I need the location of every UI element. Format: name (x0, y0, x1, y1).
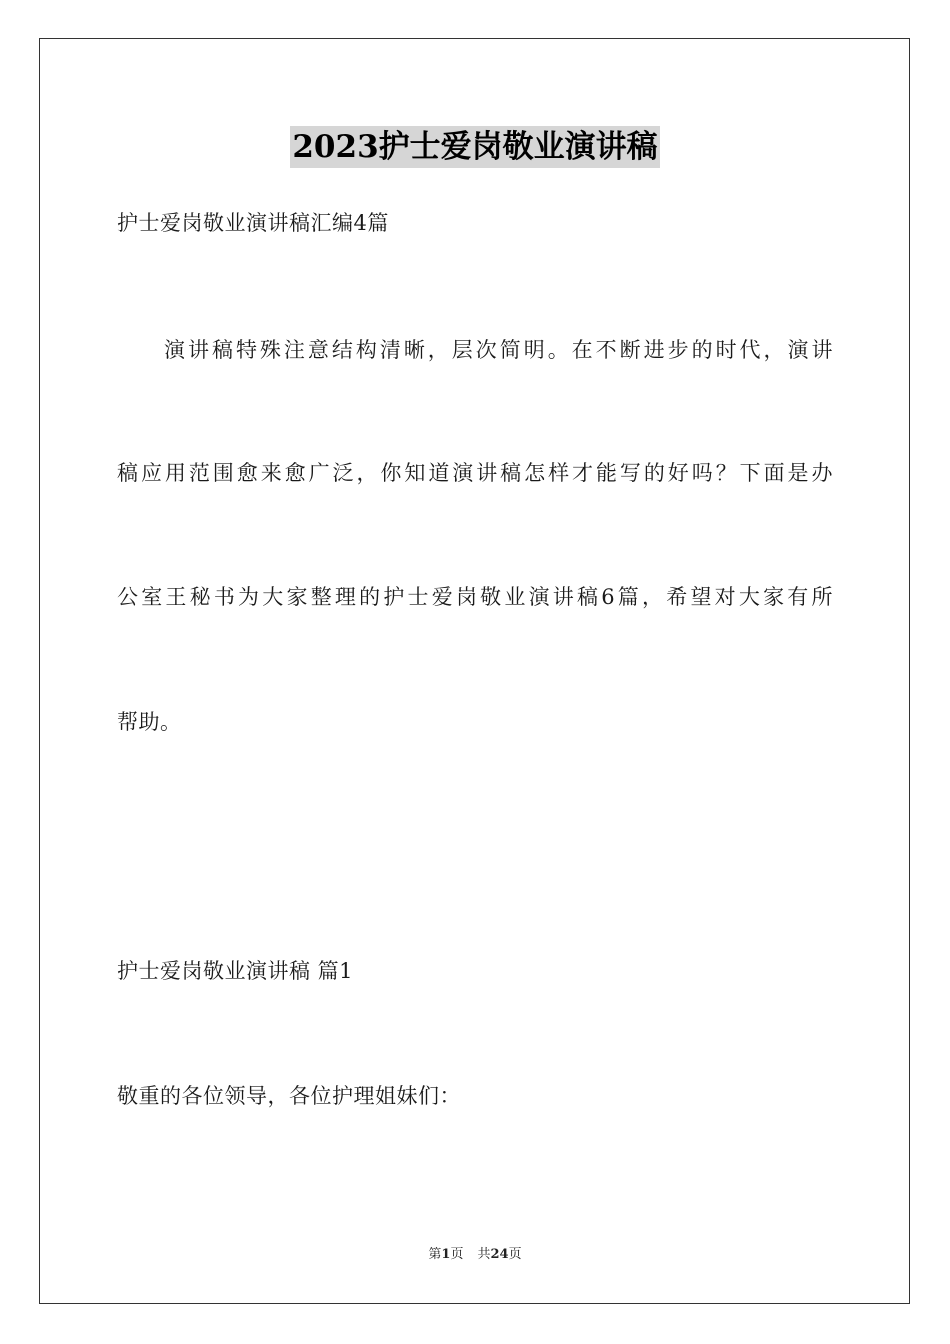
intro-line-3: 公室王秘书为大家整理的护士爱岗敬业演讲稿6篇，希望对大家有所 (117, 585, 833, 609)
footer-page-prefix: 第 (428, 1247, 442, 1262)
footer-page-number: 1 (441, 1247, 451, 1262)
intro-line-4: 帮助。 (117, 710, 182, 734)
footer-total-prefix: 共 (477, 1247, 491, 1262)
page-footer (0, 1246, 950, 1264)
footer-total-suffix: 页 (508, 1247, 522, 1262)
title-container (0, 126, 950, 168)
intro-line-2: 稿应用范围愈来愈广泛，你知道演讲稿怎样才能写的好吗？下面是办 (117, 461, 833, 485)
document-subtitle: 护士爱岗敬业演讲稿汇编4篇 (117, 211, 389, 235)
footer-total-pages: 24 (490, 1247, 509, 1262)
section-heading: 护士爱岗敬业演讲稿 篇1 (117, 959, 354, 983)
document-title: 2023护士爱岗敬业演讲稿 (290, 126, 659, 168)
greeting-line: 敬重的各位领导，各位护理姐妹们： (117, 1084, 461, 1108)
footer-page-suffix: 页 (450, 1247, 464, 1262)
intro-line-1: 演讲稿特殊注意结构清晰，层次简明。在不断进步的时代，演讲 (164, 338, 833, 362)
